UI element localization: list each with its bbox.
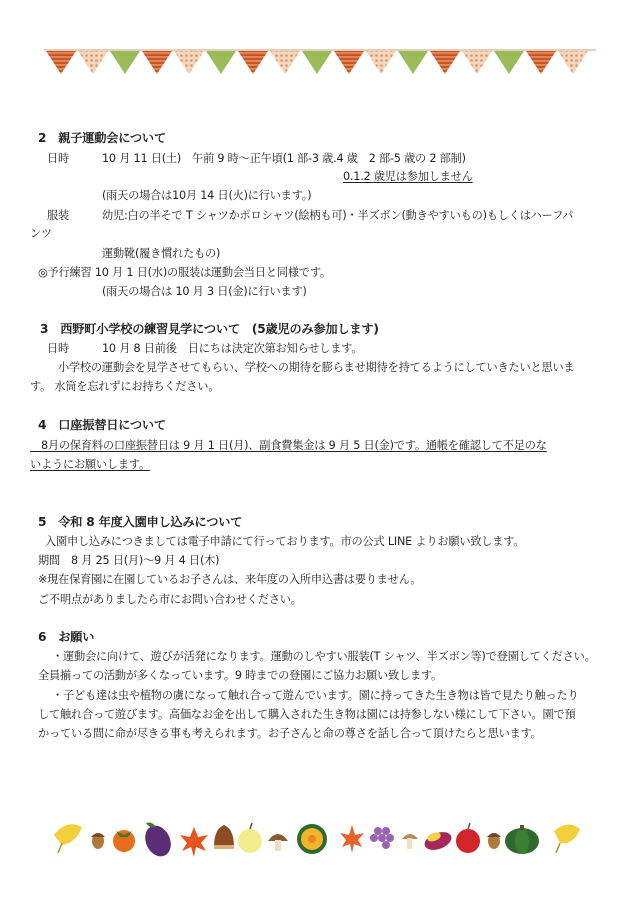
apple-icon: [238, 823, 262, 853]
section2-title: 2 親子運動会について: [38, 131, 166, 145]
section3-title: 3 西野町小学校の練習見学について (5歳児のみ参加します): [40, 322, 379, 336]
red-apple-icon: [456, 823, 480, 853]
section4-body-2: いようにお願いします。: [30, 458, 150, 471]
section5-body-1: 入園申し込みにつきましては電子申請にて行っております。市の公式 LINE よりお願い致します。: [45, 535, 525, 548]
section5-title: 5 令和 8 年度入園申し込みについて: [38, 515, 243, 529]
section4-title: 4 口座振替日について: [38, 418, 166, 432]
section2-rehearsal-rain: (雨天の場合は 10 月 3 日(金)に行います): [102, 285, 307, 298]
acorn-icon: [91, 833, 105, 849]
section6-body-4: して触れ合って遊びます。高価なお金を出して購入された生き物は園には持参しない様にして下さい。園で預: [38, 708, 576, 721]
acorn-icon-2: [487, 833, 501, 849]
ginkgo-leaf-icon-2: [554, 824, 580, 853]
chestnut-icon: [214, 825, 234, 849]
eggplant-icon: [140, 821, 175, 860]
section6-body-1: ・運動会に向けて、遊びが活発になります。運動のしやすい服装(T シャツ、半ズボン等)で登園してください。: [52, 650, 596, 663]
mushroom-icon: [268, 834, 288, 851]
maple-leaf-icon-2: [340, 825, 364, 853]
section6-body-5: かっている間に命が尽きる事も考えられます。お子さんと命の尊さを話し合って頂けたらと思います。: [38, 727, 542, 740]
pumpkin-slice-icon: [297, 824, 327, 854]
bunting-flags: [46, 51, 588, 74]
section6-title: 6 お願い: [38, 630, 95, 644]
section6-body-3: ・子ども達は虫や植物の虜になって触れ合って遊んでいます。園に持ってきた生き物は皆で見たり触ったり: [52, 689, 579, 702]
section2-clothing-text-cont: ンツ: [30, 227, 52, 240]
maple-leaf-icon: [180, 827, 208, 857]
section2-date-note: 0.1.2 歳児は参加しません: [343, 170, 473, 183]
section6-body-2: 全員揃っての活動が多くなっています。9 時までの登園にご協力お願い致します。: [38, 669, 443, 682]
section3-date-label: 日時: [47, 342, 69, 355]
ginkgo-leaf-icon: [54, 824, 82, 853]
section2-rehearsal: ◎予行練習 10 月 1 日(水)の服装は運動会当日と同様です。: [38, 266, 331, 279]
bunting-banner: [44, 48, 596, 92]
section5-note: ※現在保育園に在園しているお子さんは、来年度の入所申込書は要りません。: [38, 573, 422, 586]
section2-date-text: 10 月 11 日(土) 午前 9 時～正午頃(1 部-3 歳.4 歳 2 部-5 歳の 2 部制): [102, 152, 466, 165]
section2-clothing-text: 幼児:白の半そで T シャツかポロシャツ(絵柄も可)・半ズボン(動きやすいもの)もしくはハーフパ: [102, 209, 574, 222]
section3-body-1: 小学校の運動会を見学させてもらい、学校への期待を膨らませ期待を持てるようにしていきたいと思いま: [58, 361, 575, 374]
section2-date-label: 日時: [47, 152, 69, 165]
section5-contact: ご不明点がありましたら市にお問い合わせください。: [38, 593, 302, 606]
section2-shoes: 運動靴(履き慣れたもの): [102, 247, 221, 260]
mushroom-icon-2: [402, 834, 418, 849]
pumpkin-icon: [505, 825, 539, 854]
section2-rain-date: (雨天の場合は10月 14 日(火)に行います。): [102, 189, 312, 202]
sweet-potato-icon: [422, 829, 454, 854]
section3-body-2: す。 水筒を忘れずにお持ちください。: [30, 380, 220, 393]
section4-body-1: 8月の保育料の口座振替日は 9 月 1 日(月)、副食費集金は 9 月 5 日(金)です。通帳を確認して不足のな: [30, 439, 547, 452]
section5-period: 期間 8 月 25 日(月)～9 月 4 日(木): [38, 554, 220, 567]
grapes-icon: [370, 827, 394, 849]
section2-clothing-label: 服装: [47, 209, 69, 222]
autumn-decoration: [48, 813, 588, 863]
section3-date-text: 10 月 8 日前後 日にちは決定次第お知らせします。: [102, 342, 363, 355]
persimmon-icon: [113, 830, 135, 852]
